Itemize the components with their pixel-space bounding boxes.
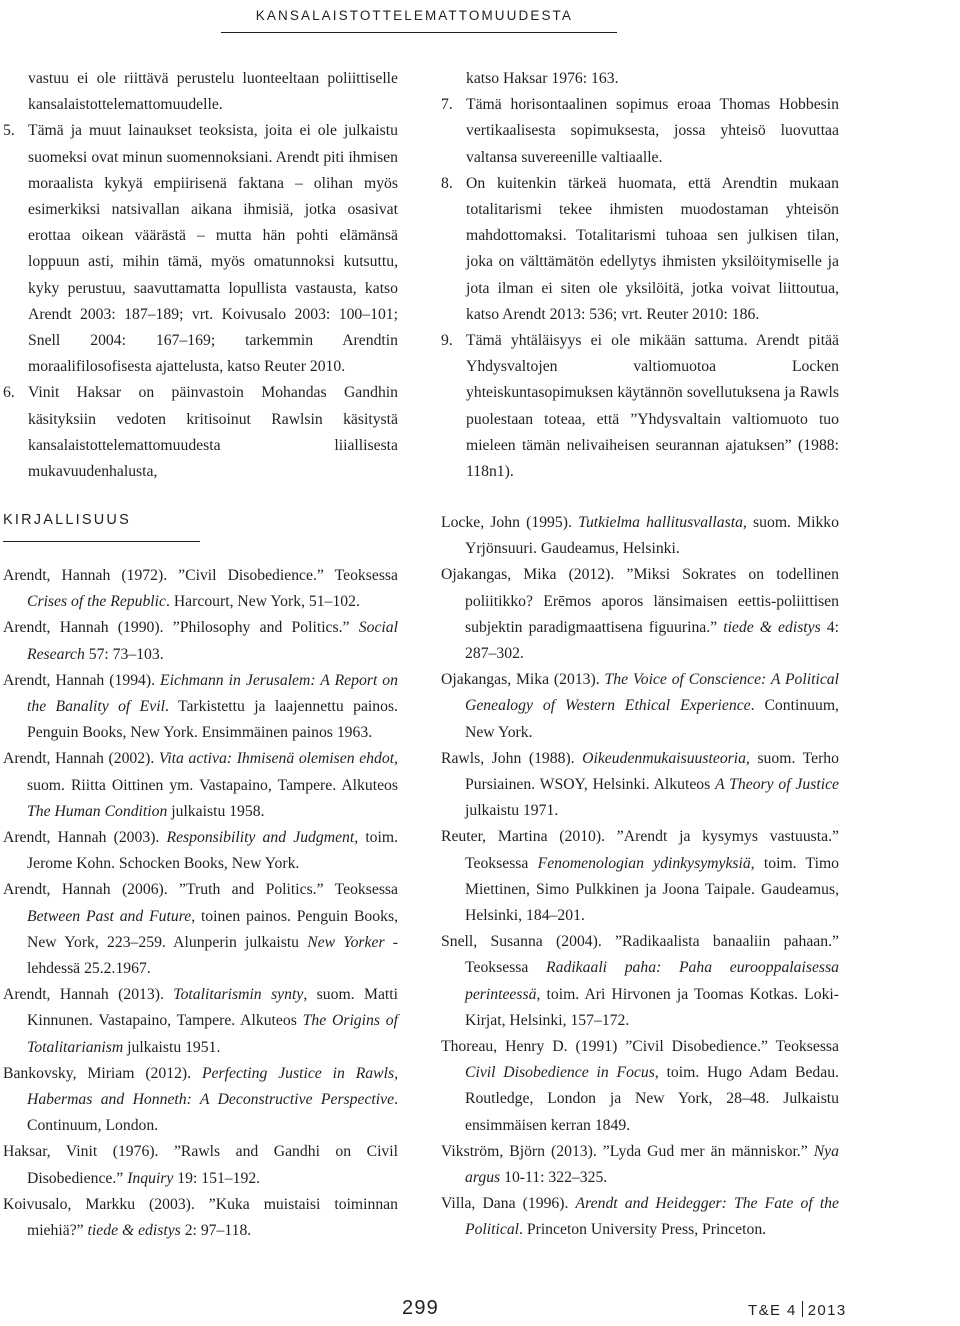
reference-text: , toinen painos. Penguin Books, New York, 223–259. Alunperin julkaistu [27, 907, 398, 951]
reference-text: , suom. Matti Kinnunen. Vastapaino, Tampere. Alkuteos [27, 986, 398, 1030]
reference-entry [3, 563, 398, 615]
reference-text: Koivusalo, Markku (2003). ”Kuka muistaisi toiminnan miehiä?” [3, 1195, 398, 1240]
reference-title: Eichmann in Jerusalem: A Report on the Banality of Evil [27, 671, 398, 716]
reference-text: , toim. Hugo Adam Bedau. Routledge, London ja New York, 28–48. Julkaistu ensimmäisen kerran 1849. [465, 1064, 840, 1134]
page-number: 299 [402, 1297, 439, 1319]
reference-title: Oikeudenmukaisuusteoria [582, 749, 746, 767]
reference-title: Perfecting Justice in Rawls, Habermas and Honneth: A Deconstructive Perspective [27, 1064, 399, 1109]
references-left-column [3, 563, 398, 1244]
reference-title: Arendt and Heidegger: The Fate of the Political [465, 1195, 839, 1239]
note-text: Vinit Haksar on päinvastoin Mohandas Gandhin käsityksiin vedoten kritisoinut Rawlsin käsitystä kansalaistottelemattomuudesta liiallisesta mukavuudenhalusta, [28, 384, 398, 481]
note-4-continuation: vastuu ei ole riittävä perustelu luonteeltaan poliittiselle kansalaistottelemattomuudelle. [28, 70, 398, 114]
reference-text: . Harcourt, New York, 51–102. [166, 593, 360, 611]
reference-title: Radikaali paha: Paha eurooppalaisessa perinteessä [465, 959, 839, 1003]
note-5 [3, 118, 398, 380]
note-8 [441, 171, 839, 328]
reference-title: Civil Disobedience in Focus [465, 1064, 655, 1082]
note-9 [441, 328, 839, 485]
reference-entry [3, 668, 398, 747]
reference-title: Inquiry [127, 1169, 174, 1187]
reference-text: Arendt, Hannah (1972). ”Civil Disobedience.” Teoksessa [3, 567, 398, 584]
reference-text: 2: 97–118. [180, 1222, 252, 1240]
note-number: 7. [441, 96, 453, 114]
reference-text: , toim. Ari Hirvonen ja Toomas Kotkas. Loki-Kirjat, Helsinki, 157–172. [465, 985, 839, 1029]
reference-text: , toim. Timo Miettinen, Simo Pulkkinen ja Joona Taipale. Gaudeamus, Helsinki, 184–201. [465, 854, 839, 925]
bibliography-heading: KIRJALLISUUS [3, 512, 131, 528]
reference-entry [441, 929, 839, 1034]
reference-text: . Continuum, London. [27, 1091, 398, 1135]
reference-text: , suom. Terho Pursiainen. WSOY, Helsinki. Alkuteos [465, 749, 839, 794]
reference-entry [3, 1061, 398, 1140]
running-header-title: KANSALAISTOTTELEMATTOMUUDESTA [255, 8, 573, 23]
reference-text: 19: 151–192. [173, 1169, 261, 1187]
reference-entry [441, 1139, 839, 1191]
references-right-column [441, 510, 839, 1244]
reference-entry [3, 982, 398, 1061]
reference-text: Rawls, John (1988). [441, 749, 583, 767]
note-text: Tämä ja muut lainaukset teoksista, joita ei ole julkaistu suomeksi ovat minun suomennoksiani. Arendt piti ihmisen moraalista kykyä empiirisenä faktana – olihan myös esimerkiksi natsivallan aikana ihmisiä, jotka osasivat erottaa oikean väärästä – mutta hän pohti elämänsä loppuun asti, mihin tämä, myös omatunnoksi kutsuttu, kyky perustuu, saavuttamatta lopullista vastausta, katso Arendt 2003: 187–189; vrt. Koivusalo 2003: 100–101; Snell 2004: 167–169; tarkemmin Arendtin moraalifilosofisesta ajattelusta, katso Reuter 2010. [28, 122, 398, 376]
reference-text: . Tarkistettu ja laajennettu painos. Penguin Books, New York. Ensimmäinen painos 1963. [27, 698, 398, 742]
reference-title: Nya argus [465, 1142, 839, 1187]
reference-entry [441, 824, 839, 929]
reference-title: Responsibility and Judgment [166, 829, 355, 847]
reference-entry [3, 1192, 398, 1244]
reference-text: Haksar, Vinit (1976). ”Rawls and Gandhi on Civil Disobedience.” [3, 1143, 398, 1187]
note-7 [441, 92, 839, 171]
reference-text: Arendt, Hannah (1990). ”Philosophy and Politics.” [3, 619, 359, 637]
notes-left-column [3, 66, 398, 485]
reference-entry [3, 825, 398, 877]
running-header [221, 0, 617, 33]
reference-text: , toim. Jerome Kohn. Schocken Books, New York. [27, 829, 399, 873]
journal-year: 2013 [807, 1302, 847, 1319]
footer-separator [802, 1301, 803, 1317]
reference-text: Locke, John (1995). [441, 514, 579, 531]
reference-text: Ojakangas, Mika (2013). [441, 671, 605, 689]
reference-text: Arendt, Hannah (1994). [3, 671, 161, 689]
reference-entry [441, 1034, 839, 1139]
reference-text: julkaistu 1958. [167, 802, 265, 820]
reference-title: A Theory of Justice [715, 776, 839, 794]
reference-text: 10-11: 322–325. [500, 1169, 608, 1187]
reference-title: Totalitarismin synty [173, 986, 304, 1004]
reference-text: Arendt, Hannah (2006). ”Truth and Politics.” Teoksessa [3, 881, 398, 899]
reference-text: Snell, Susanna (2004). ”Radikaalista banaaliin pahaan.” Teoksessa [441, 933, 839, 977]
reference-text: Thoreau, Henry D. (1991) ”Civil Disobedience.” Teoksessa [441, 1038, 839, 1056]
reference-text: , suom. Riitta Oittinen ym. Vastapaino, Tampere. Alkuteos [27, 750, 398, 794]
note-number: 6. [3, 384, 15, 402]
note-6 [3, 380, 398, 485]
reference-entry [3, 1139, 398, 1191]
reference-text: Arendt, Hannah (2013). [3, 986, 174, 1004]
reference-title: Between Past and Future [27, 907, 192, 925]
reference-text: 4: 287–302. [465, 618, 839, 663]
note-6-continuation: katso Haksar 1976: 163. [466, 70, 619, 87]
journal-issue [748, 1301, 847, 1319]
reference-title: Social Research [27, 619, 398, 663]
reference-text: -lehdessä 25.2.1967. [27, 933, 398, 978]
reference-entry [3, 615, 398, 667]
reference-text: 57: 73–103. [84, 645, 164, 663]
reference-title: Tutkielma hallitusvallasta [578, 514, 743, 531]
reference-text: Villa, Dana (1996). [441, 1195, 576, 1213]
reference-title: The Voice of Conscience: A Political Genealogy of Western Ethical Experience [465, 671, 839, 715]
bibliography-rule [3, 541, 200, 542]
reference-text: Vikström, Björn (2013). ”Lyda Gud mer än människor.” [441, 1142, 814, 1160]
reference-title: tiede & edistys [723, 618, 821, 636]
notes-right-column [441, 66, 839, 485]
reference-text: . Continuum, New York. [465, 697, 839, 741]
reference-entry [441, 562, 839, 667]
reference-title: The Origins of Totalitarianism [27, 1012, 398, 1056]
reference-title: tiede & edistys [87, 1222, 181, 1240]
reference-entry [3, 746, 398, 825]
note-number: 8. [441, 174, 453, 192]
reference-text: Reuter, Martina (2010). ”Arendt ja kysymys vastuusta.” Teoksessa [441, 828, 839, 872]
note-text: Tämä yhtäläisyys ei ole mikään sattuma. Arendt pitää Yhdysvaltojen valtiomuotoa Locken yhteiskuntasopimuksen käytännön sovellutuksena ja Rawls puolestaan toteaa, että ”Yhdysvaltain valtiomuoto tuo mieleen tämän nelivaiheisen seurannan ajatuksen” (1988: 118n1). [466, 332, 839, 481]
note-text: On kuitenkin tärkeä huomata, että Arendtin mukaan totalitarismi tekee ihmisten muodostaman yhteisön mahdottomaksi. Totalitarismi tuhoaa sen julkisen tilan, joka on välttämätön edellytys ihmisten yksilöitymiselle ja jota ilman ei siten ole yksilöitä, jotka voivat liittoutua, katso Arendt 2013: 536; vrt. Reuter 2010: 186. [466, 174, 839, 323]
note-number: 5. [3, 122, 15, 140]
reference-title: Fenomenologian ydinkysymyksiä [537, 854, 751, 872]
reference-entry [441, 746, 839, 825]
reference-text: , suom. Mikko Yrjönsuuri. Gaudeamus, Helsinki. [465, 514, 839, 558]
note-text: Tämä horisontaalinen sopimus eroaa Thomas Hobbesin vertikaalisesta sopimuksesta, jossa yhteisö luovuttaa valtansa suvereenille valtiaalle. [466, 96, 839, 166]
reference-title: New Yorker [307, 933, 385, 951]
reference-text: Arendt, Hannah (2002). [3, 750, 159, 768]
reference-text: Arendt, Hannah (2003). [3, 829, 167, 847]
note-number: 9. [441, 332, 453, 350]
reference-title: Vita activa: Ihmisenä olemisen ehdot [158, 750, 395, 768]
reference-text: julkaistu 1951. [123, 1038, 221, 1056]
reference-text: julkaistu 1971. [465, 802, 559, 820]
reference-text: Ojakangas, Mika (2012). ”Miksi Sokrates on todellinen poliitikko? Erēmos aporos länsimaisen eettis-poliittisen subjektin paradigmaattisena figuurina.” [441, 566, 839, 636]
reference-title: Crises of the Republic [27, 593, 166, 611]
reference-entry [441, 667, 839, 746]
reference-entry [3, 877, 398, 982]
reference-entry [441, 510, 839, 562]
reference-entry [441, 1191, 839, 1243]
journal-name: T&E 4 [748, 1302, 797, 1319]
reference-text: Bankovsky, Miriam (2012). [3, 1064, 202, 1082]
reference-text: . Princeton University Press, Princeton. [519, 1221, 767, 1239]
reference-title: The Human Condition [27, 802, 168, 820]
